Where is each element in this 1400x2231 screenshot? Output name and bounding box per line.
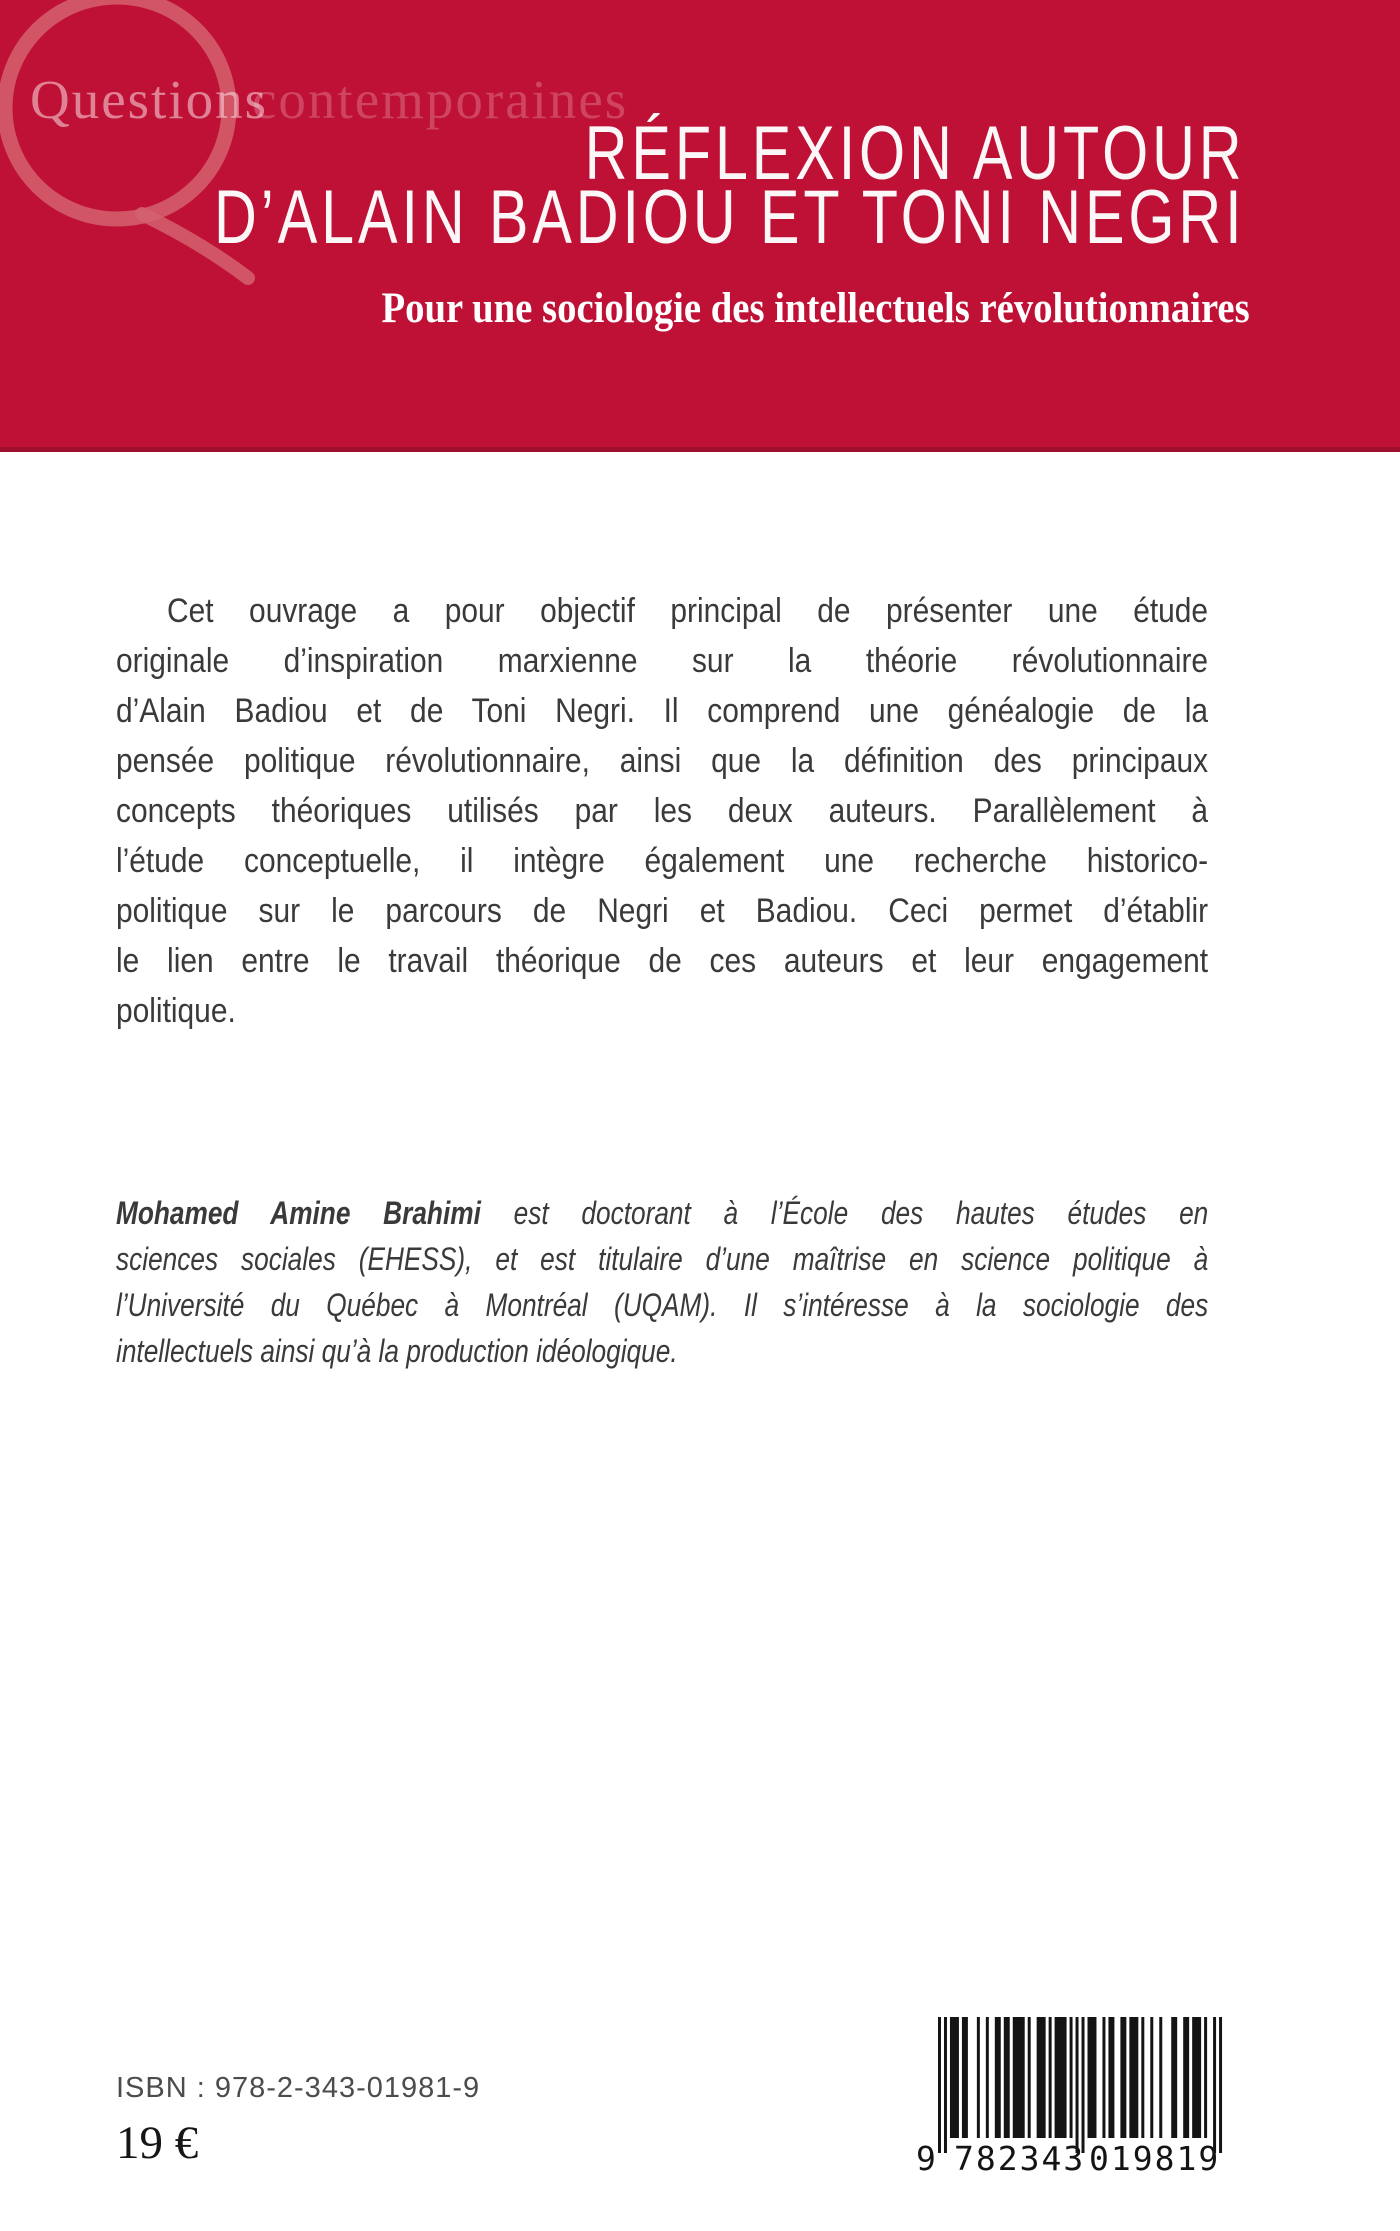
author-name: Mohamed Amine Brahimi [116,1195,481,1231]
synopsis-paragraph [116,586,1208,1036]
book-title [0,111,1245,260]
series-name-questions: Questions [30,69,268,130]
barcode-digit-group-2: 782343 [954,2139,1086,2178]
text-line: concepts théoriques utilisés par les deux auteurs. Parallèlement à [116,792,1209,830]
book-title-line-1: RÉFLEXION AUTOUR [584,111,1245,196]
text-line: originale d’inspiration marxienne sur la théorie révolutionnaire [116,642,1209,680]
text-line: l’Université du Québec à Montréal (UQAM). Il s’intéresse à la sociologie des [116,1287,1209,1323]
author-bio [116,1190,1208,1374]
series-name-contemporaines: contemporaines [252,69,629,130]
text-line: politique sur le parcours de Negri et Badiou. Ceci permet d’établir [116,892,1209,930]
barcode-digits [916,2139,1222,2181]
text-line: intellectuels ainsi qu’à la production idéologique. [116,1333,678,1369]
text-line: le lien entre le travail théorique de ces auteurs et leur engagement [116,942,1209,980]
isbn-text: ISBN : 978-2-343-01981-9 [116,2072,481,2104]
text-line: pensée politique révolutionnaire, ainsi que la définition des principaux [116,742,1209,780]
barcode-digit-group-3: 019819 [1089,2139,1221,2178]
book-subtitle: Pour une sociologie des intellectuels révolutionnaires [381,285,1250,332]
price-text: 19 € [116,2117,199,2169]
text-line: sciences sociales (EHESS), et est titulaire d’une maîtrise en science politique à [116,1241,1209,1277]
text-line: Cet ouvrage a pour objectif principal de présenter une étude [167,592,1209,630]
author-bio-first-line-rest: est doctorant à l’École des hautes études en [480,1195,1209,1231]
book-title-line-2: D’ALAIN BADIOU ET TONI NEGRI [213,175,1245,260]
ean13-barcode [938,2017,1223,2154]
author-bio-first-line [116,1190,1208,1236]
text-line: d’Alain Badiou et de Toni Negri. Il comprend une généalogie de la [116,692,1209,730]
text-line: politique. [116,992,236,1030]
barcode-digit-group-1: 9 [916,2139,936,2178]
series-header-band [0,0,1400,452]
text-line: l’étude conceptuelle, il intègre également une recherche historico- [116,842,1209,880]
